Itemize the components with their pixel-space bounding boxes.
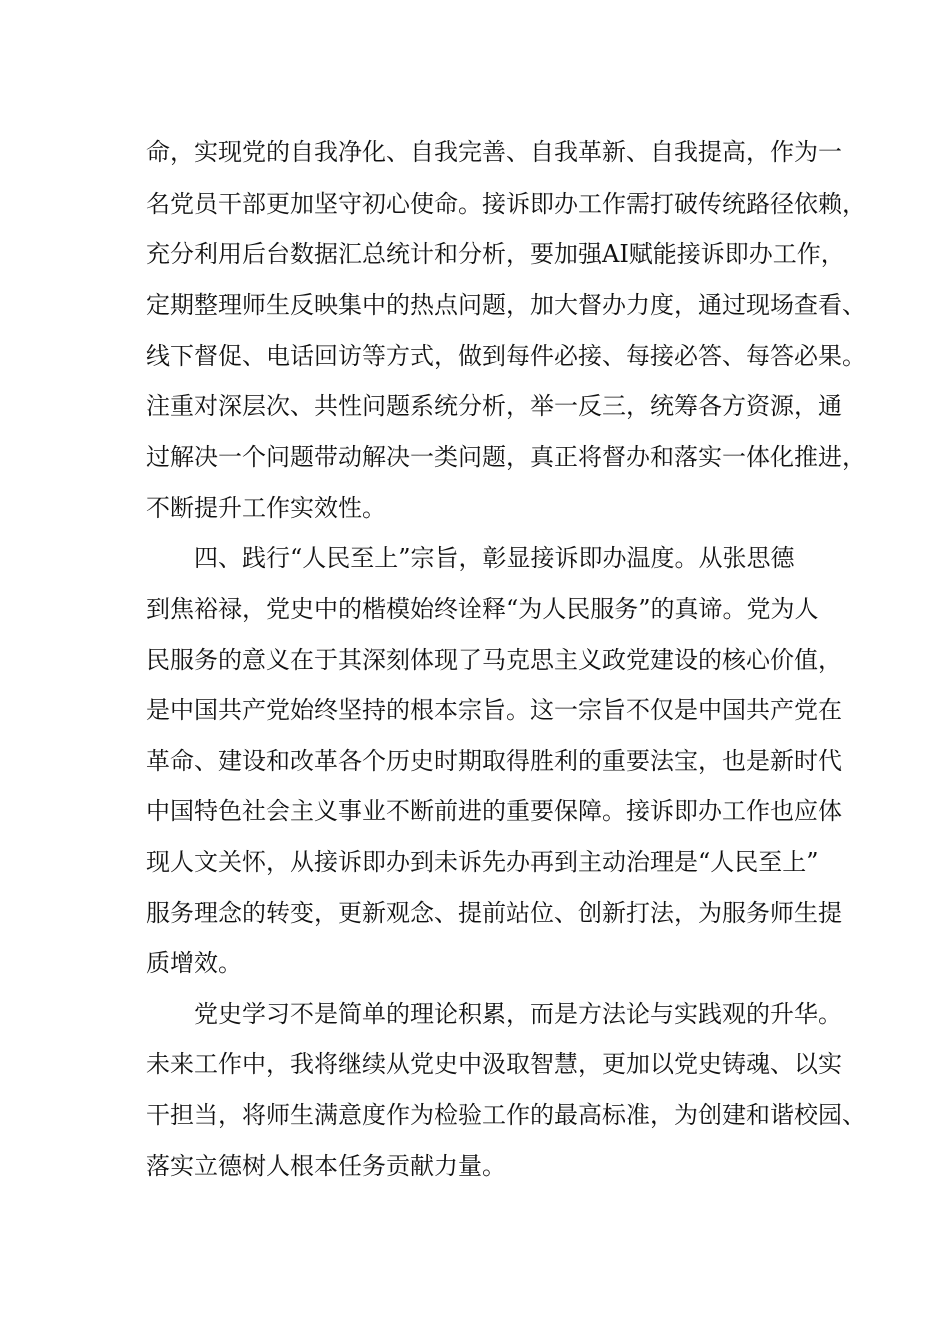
text-line: 定期整理师生反映集中的热点问题，加大督办力度，通过现场查看、 [146,291,866,319]
text-line: 名党员干部更加坚守初心使命。接诉即办工作需打破传统路径依赖， [146,190,866,218]
text-line: 质增效。 [146,949,242,977]
text-line: 党史学习不是简单的理论积累，而是方法论与实践观的升华。 [194,1000,842,1028]
text-line: 命，实现党的自我净化、自我完善、自我革新、自我提高，作为一 [146,138,842,166]
text-line: 线下督促、电话回访等方式，做到每件必接、每接必答、每答必果。 [146,342,866,370]
text-line: 中国特色社会主义事业不断前进的重要保障。接诉即办工作也应体 [146,797,842,825]
text-line: 现人文关怀，从接诉即办到未诉先办再到主动治理是“人民至上” [146,848,819,876]
text-line: 过解决一个问题带动解决一类问题，真正将督办和落实一体化推进， [146,443,866,471]
text-line: 干担当，将师生满意度作为检验工作的最高标准，为创建和谐校园、 [146,1101,866,1129]
section-heading-line: 四、践行“人民至上”宗旨，彰显接诉即办温度。从张思德 [194,544,795,572]
text-line: 是中国共产党始终坚持的根本宗旨。这一宗旨不仅是中国共产党在 [146,696,842,724]
text-line: 落实立德树人根本任务贡献力量。 [146,1152,506,1180]
text-line: 民服务的意义在于其深刻体现了马克思主义政党建设的核心价值， [146,646,842,674]
text-line: 不断提升工作实效性。 [146,494,386,522]
text-line: 服务理念的转变，更新观念、提前站位、创新打法，为服务师生提 [146,899,842,927]
text-line: 未来工作中，我将继续从党史中汲取智慧，更加以党史铸魂、以实 [146,1050,842,1078]
text-line: 充分利用后台数据汇总统计和分析，要加强AI赋能接诉即办工作， [146,240,845,268]
text-line: 注重对深层次、共性问题系统分析，举一反三，统筹各方资源，通 [146,392,842,420]
text-line: 革命、建设和改革各个历史时期取得胜利的重要法宝，也是新时代 [146,747,842,775]
text-line: 到焦裕禄，党史中的楷模始终诠释“为人民服务”的真谛。党为人 [146,595,819,623]
